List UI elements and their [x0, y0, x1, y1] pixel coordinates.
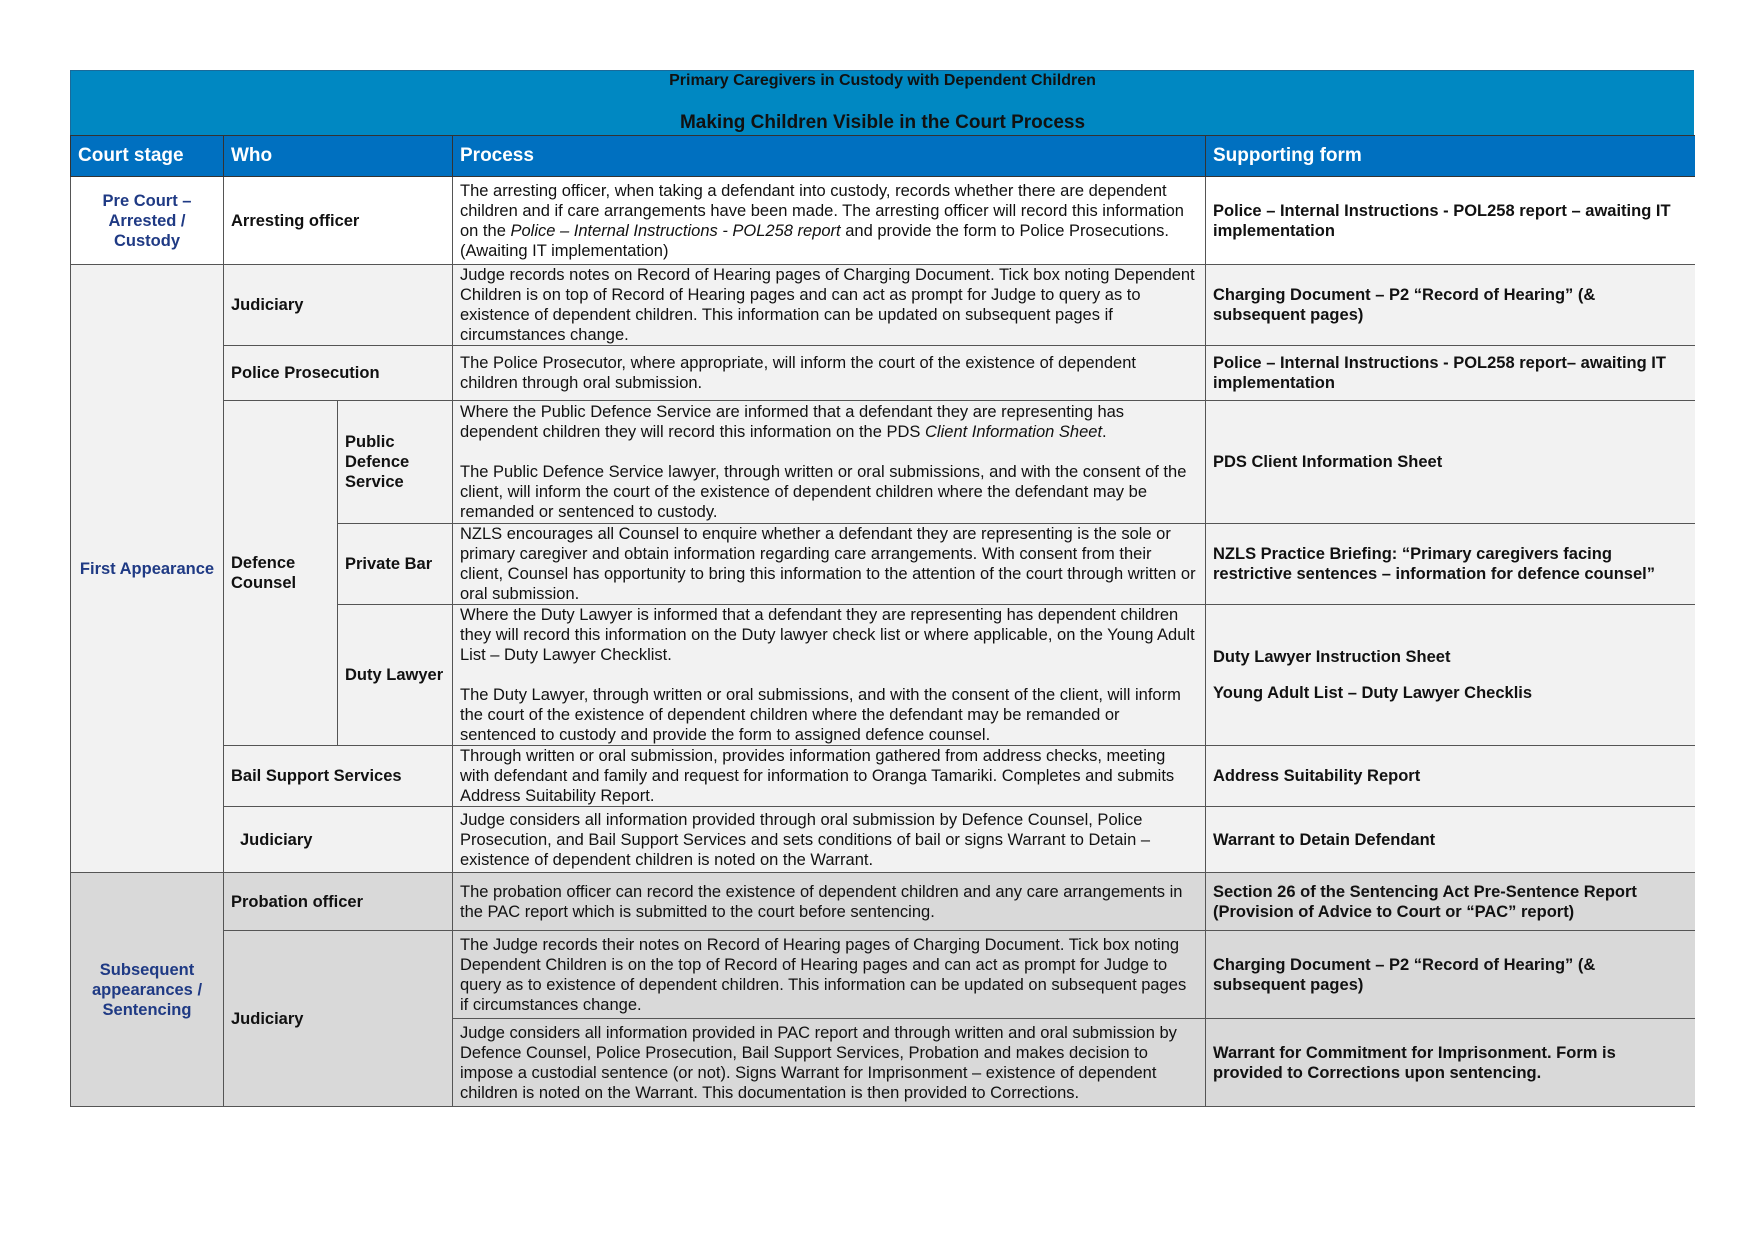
supporting-form-cell: Charging Document – P2 “Record of Hearing” (& subsequent pages)	[1206, 265, 1695, 346]
sub-who-public-defence: Public Defence Service	[338, 401, 453, 524]
stage-subsequent-appearances: Subsequent appearances / Sentencing	[71, 873, 224, 1107]
process-text: .	[1102, 423, 1107, 441]
who-judiciary: Judiciary	[224, 807, 453, 873]
sub-who-private-bar: Private Bar	[338, 524, 453, 605]
process-cell	[453, 177, 1206, 265]
process-paragraph: The Duty Lawyer, through written or oral submissions, and with the consent of the client, will inform the court of the existence of dependent children where the defendant may be remanded or sentenced to custody and provide the form to assigned defence counsel.	[460, 686, 1181, 744]
process-cell: The probation officer can record the existence of dependent children and any care arrangements in the PAC report which is submitted to the court before sentencing.	[453, 873, 1206, 931]
process-cell: The Police Prosecutor, where appropriate, will inform the court of the existence of dependent children through oral submission.	[453, 346, 1206, 401]
process-cell	[453, 401, 1206, 524]
court-process-table	[70, 135, 1695, 1107]
title-banner	[70, 70, 1694, 135]
table-row	[71, 873, 1695, 931]
process-cell: Through written or oral submission, provides information gathered from address checks, meeting with defendant and family and request for information to Oranga Tamariki. Completes and submits Address Suitability Report.	[453, 746, 1206, 807]
who-judiciary: Judiciary	[224, 265, 453, 346]
process-italic-text: Client Information Sheet	[925, 423, 1103, 441]
process-cell: Judge considers all information provided through oral submission by Defence Counsel, Police Prosecution, and Bail Support Services and sets conditions of bail or signs Warrant to Detain – existence of dependent children is noted on the Warrant.	[453, 807, 1206, 873]
process-cell	[453, 605, 1206, 746]
process-paragraph: Where the Duty Lawyer is informed that a defendant they are representing has dependent children they will record this information on the Duty lawyer check list or where applicable, on the Young Adult List – Duty Lawyer Checklist.	[460, 606, 1195, 664]
supporting-form-cell: Address Suitability Report	[1206, 746, 1695, 807]
process-paragraph: The Public Defence Service lawyer, through written or oral submissions, and with the consent of the client, will inform the court of the existence of dependent children where the defendant may be remanded or sentenced to custody.	[460, 463, 1187, 521]
process-text: Where the Public Defence Service are informed that a defendant they are representing has dependent children they will record this information on the PDS	[460, 403, 1125, 441]
process-cell: Judge records notes on Record of Hearing pages of Charging Document. Tick box noting Dependent Children is on top of Record of Hearing pages and can act as prompt for Judge to query as to existence of dependent children. This information can be updated on subsequent pages if circumstances change.	[453, 265, 1206, 346]
table-row	[71, 177, 1695, 265]
header-who: Who	[224, 136, 453, 177]
header-supporting-form: Supporting form	[1206, 136, 1695, 177]
who-defence-counsel: Defence Counsel	[224, 401, 338, 746]
who-judiciary: Judiciary	[224, 931, 453, 1107]
process-text: The arresting officer, when taking a defendant into custody, records whether there are dependent children and if care arrangements have been made. The arresting officer will record this information on the	[460, 181, 1184, 240]
table-row	[71, 807, 1695, 873]
stage-first-appearance: First Appearance	[71, 265, 224, 873]
supporting-form-cell: Police – Internal Instructions - POL258 report– awaiting IT implementation	[1206, 346, 1695, 401]
header-court-stage: Court stage	[71, 136, 224, 177]
supporting-form-cell: Section 26 of the Sentencing Act Pre-Sentence Report (Provision of Advice to Court or “PAC” report)	[1206, 873, 1695, 931]
process-italic-text: Police – Internal Instructions - POL258 report	[510, 221, 841, 240]
supporting-form-cell: NZLS Practice Briefing: “Primary caregivers facing restrictive sentences – information for defence counsel”	[1206, 524, 1695, 605]
who-police-prosecution: Police Prosecution	[224, 346, 453, 401]
process-text: and provide the form to Police Prosecutions. (Awaiting IT implementation)	[460, 221, 1169, 260]
header-process: Process	[453, 136, 1206, 177]
table-header-row	[71, 136, 1695, 177]
supporting-form-cell	[1206, 605, 1695, 746]
supporting-form-item: Young Adult List – Duty Lawyer Checklis	[1213, 684, 1533, 702]
supporting-form-cell: Warrant for Commitment for Imprisonment. Form is provided to Corrections upon sentencing.	[1206, 1019, 1695, 1107]
table-row	[71, 401, 1695, 524]
table-row	[71, 346, 1695, 401]
who-arresting-officer: Arresting officer	[224, 177, 453, 265]
table-row	[71, 265, 1695, 346]
document-page	[70, 70, 1694, 1107]
supporting-form-cell: Police – Internal Instructions - POL258 report – awaiting IT implementation	[1206, 177, 1695, 265]
table-row	[71, 931, 1695, 1019]
supporting-form-item: Duty Lawyer Instruction Sheet	[1213, 648, 1451, 666]
process-cell: Judge considers all information provided in PAC report and through written and oral submission by Defence Counsel, Police Prosecution, Bail Support Services, Probation and makes decision to impose a custodial sentence (or not). Signs Warrant for Imprisonment – existence of dependent children is noted on the Warrant. This documentation is then provided to Corrections.	[453, 1019, 1206, 1107]
process-cell: NZLS encourages all Counsel to enquire whether a defendant they are representing is the sole or primary caregiver and obtain information regarding care arrangements. With consent from their client, Counsel has opportunity to bring this information to the attention of the court through written or oral submission.	[453, 524, 1206, 605]
document-subtitle: Making Children Visible in the Court Process	[679, 112, 1086, 133]
supporting-form-cell: PDS Client Information Sheet	[1206, 401, 1695, 524]
who-bail-support-services: Bail Support Services	[224, 746, 453, 807]
who-probation-officer: Probation officer	[224, 873, 453, 931]
supporting-form-cell: Charging Document – P2 “Record of Hearing” (& subsequent pages)	[1206, 931, 1695, 1019]
process-cell: The Judge records their notes on Record of Hearing pages of Charging Document. Tick box noting Dependent Children is on the top of Record of Hearing pages and can act as prompt for Judge to query as to existence of dependent children. This information can be updated on subsequent pages if circumstances change.	[453, 931, 1206, 1019]
document-title: Primary Caregivers in Custody with Dependent Children	[669, 72, 1096, 89]
sub-who-duty-lawyer: Duty Lawyer	[338, 605, 453, 746]
table-row	[71, 746, 1695, 807]
stage-pre-court: Pre Court – Arrested / Custody	[71, 177, 224, 265]
supporting-form-cell: Warrant to Detain Defendant	[1206, 807, 1695, 873]
process-paragraph	[460, 402, 1198, 442]
